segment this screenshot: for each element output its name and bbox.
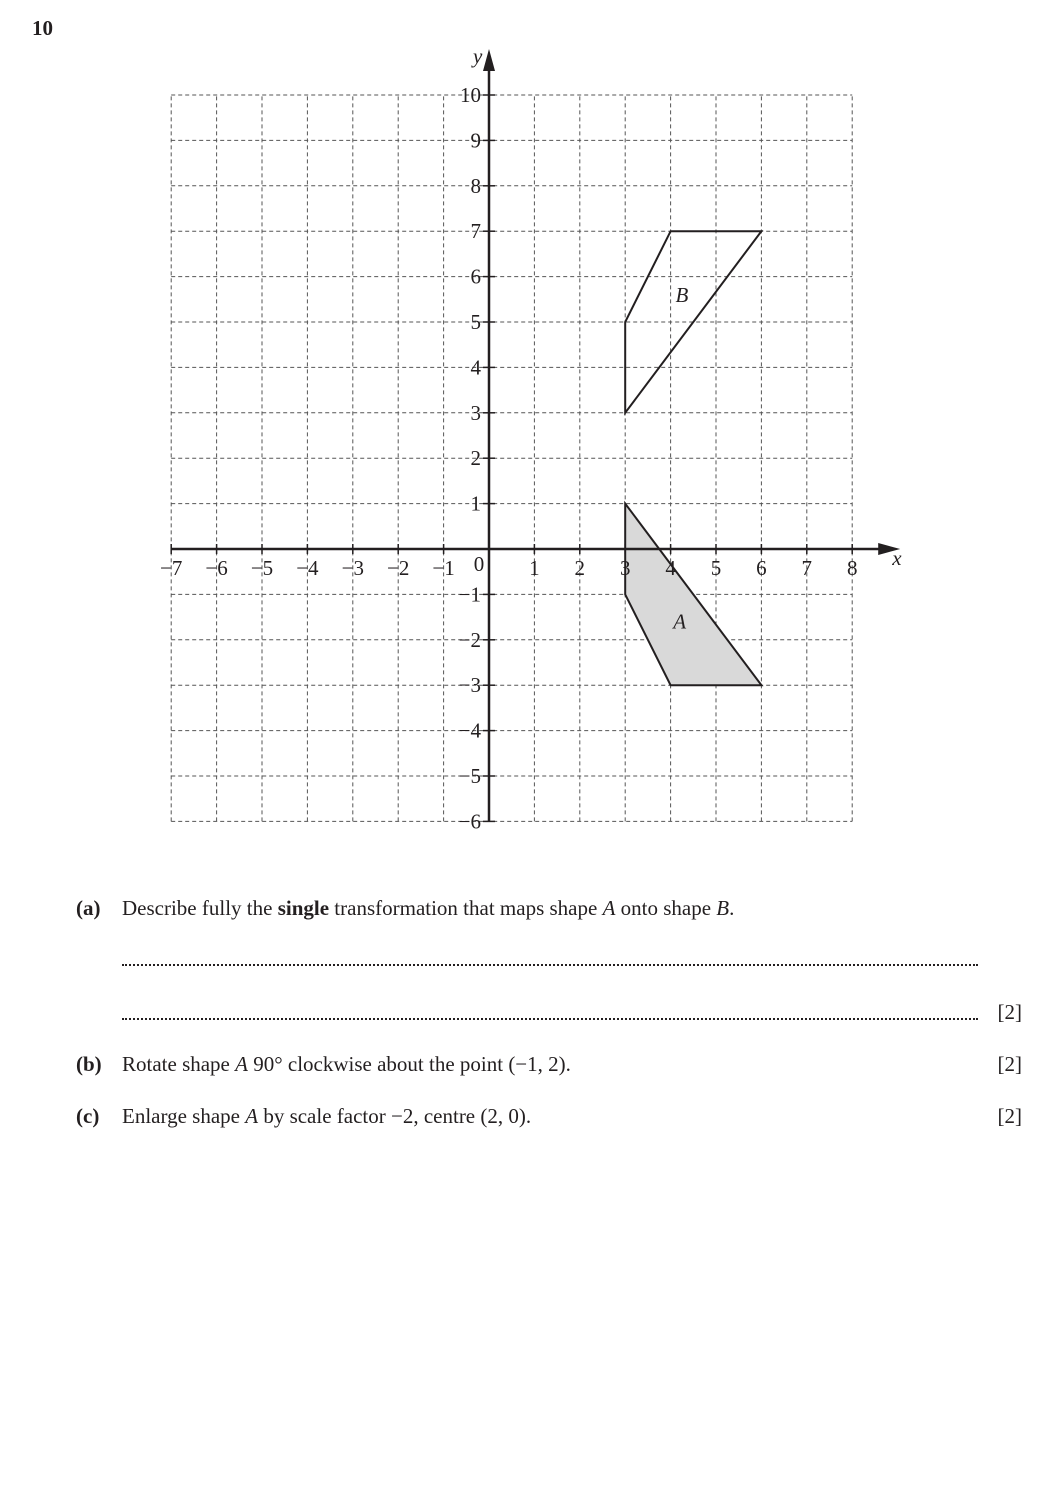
y-tick-label: 7 [470, 219, 481, 244]
x-tick-label: −1 [432, 556, 455, 580]
axes [171, 44, 902, 821]
shape-label-B: B [675, 282, 689, 307]
answer-line-1[interactable] [122, 964, 978, 966]
y-tick-label: 4 [470, 355, 481, 380]
x-tick-label: −7 [160, 556, 183, 580]
y-tick-label: 8 [470, 173, 481, 198]
x-tick-label: 7 [801, 556, 813, 580]
y-tick-label: −3 [458, 673, 481, 698]
shape-label-A: A [673, 609, 687, 634]
part-a-text: Describe fully the single transformation that maps shape A onto shape B. [122, 896, 735, 920]
x-axis-label: x [892, 546, 902, 570]
x-tick-label: 5 [710, 556, 722, 580]
grid-lines [171, 95, 852, 821]
y-tick-label: 6 [470, 264, 481, 289]
x-tick-label: 2 [574, 556, 586, 580]
part-b [76, 1052, 1026, 1080]
y-tick-label: −5 [458, 764, 481, 788]
x-tick-label: −6 [205, 556, 228, 580]
x-tick-label: 8 [846, 556, 858, 580]
y-tick-label: −4 [458, 718, 481, 743]
part-b-marks: [2] [997, 1052, 1022, 1076]
y-tick-label: 9 [470, 128, 481, 153]
y-tick-label: 5 [470, 310, 481, 334]
y-tick-label: −6 [458, 809, 481, 834]
y-tick-label: 10 [460, 83, 481, 107]
part-a-label: (a) [76, 896, 101, 920]
part-c-marks: [2] [997, 1104, 1022, 1128]
origin-label: 0 [473, 552, 485, 576]
part-a [76, 896, 1026, 924]
x-tick-label: −2 [387, 556, 410, 580]
y-tick-label: 1 [470, 491, 481, 516]
question-number: 10 [32, 16, 53, 40]
x-tick-label: 3 [619, 556, 631, 580]
part-a-marks: [2] [997, 1000, 1022, 1024]
part-c-text: Enlarge shape A by scale factor −2, centre (2, 0). [122, 1104, 532, 1128]
x-tick-label: −5 [250, 556, 274, 580]
part-a-marks-row [76, 1000, 1026, 1028]
x-tick-label: −4 [296, 556, 319, 580]
x-tick-label: 1 [529, 556, 540, 580]
y-axis-arrow [483, 49, 495, 71]
y-tick-label: −1 [458, 582, 481, 607]
part-c [76, 1104, 1026, 1132]
y-tick-label: 3 [470, 400, 481, 425]
x-tick-label: −3 [341, 556, 364, 580]
part-b-text: Rotate shape A 90° clockwise about the point (−1, 2). [122, 1052, 571, 1076]
part-b-label: (b) [76, 1052, 102, 1076]
part-c-label: (c) [76, 1104, 100, 1128]
x-tick-label: 4 [665, 556, 676, 580]
y-tick-label: 2 [470, 446, 481, 471]
y-tick-label: −2 [458, 627, 481, 652]
x-tick-label: 6 [756, 556, 767, 580]
y-axis-label: y [473, 44, 483, 68]
